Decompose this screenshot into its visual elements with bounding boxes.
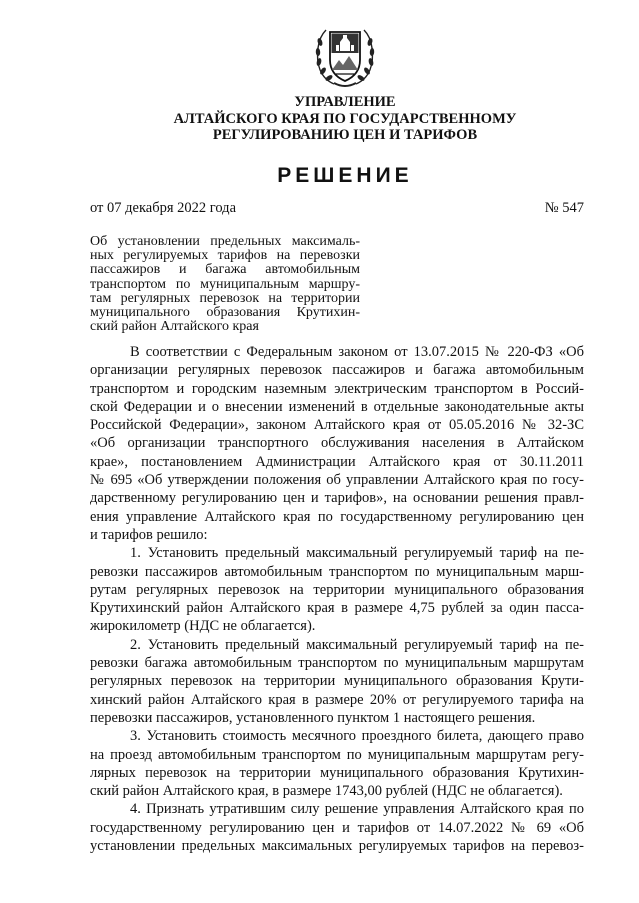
clause-1-line: жирокилометр (НДС не облагается).: [90, 618, 316, 635]
body-line: Российской Федерации», законом Алтайского края от 05.05.2016 № 32-ЗС: [90, 417, 584, 434]
clause-4-line: государственному регулированию цен и тарифов от 14.07.2022 № 69 «Об: [90, 819, 584, 836]
subject-line: ных регулируемых тарифов на перевозки: [90, 248, 360, 264]
clause-2-line: регулярных перевозок на территории муниципального образования Крути-: [90, 673, 584, 690]
date-number-row: [90, 200, 584, 217]
clause-2-line: ревозки багажа автомобильным транспортом по муниципальным маршрутам: [90, 655, 584, 672]
subject-line: там регулярных перевозок на территории: [90, 290, 360, 306]
clause-4-line: установлении предельных максимальных регулируемых тарифов на перевоз-: [90, 838, 584, 855]
body-line: крае», постановлением Администрации Алтайского края от 30.11.2011: [90, 453, 584, 470]
clause-1-line: ревозки пассажиров автомобильным транспортом по муниципальным марш-: [90, 563, 584, 580]
clause-3-line: ский район Алтайского края, в размере 1743,00 рублей (НДС не облагается).: [90, 783, 563, 800]
body-line: В соответствии с Федеральным законом от 13.07.2015 № 220-ФЗ «Об: [130, 344, 584, 360]
authority-line: АЛТАЙСКОГО КРАЯ ПО ГОСУДАРСТВЕННОМУ: [173, 110, 517, 127]
clause-1-line: Крутихинский район Алтайского края в размере 4,75 рублей за один пасса-: [90, 600, 584, 617]
body-line: ения управление Алтайского края по государственному регулированию цен: [90, 508, 584, 525]
subject-line: Об установлении предельных максималь-: [90, 234, 360, 249]
body-line: транспортом и городским наземным электрическим транспортом в Россий-: [90, 380, 584, 397]
body-line: и тарифов решило:: [90, 526, 208, 543]
subject-line: пассажиров и багажа автомобильным: [90, 262, 360, 278]
document-number: № 547: [544, 200, 584, 216]
body-line: дарственному регулированию цен и тарифов», на основании решения правл-: [90, 490, 584, 507]
body-line: ской Федерации и о внесении изменений в отдельные законодательные акты: [90, 398, 584, 415]
clause-3-line: на проезд автомобильным транспортом по муниципальным маршрутам регу-: [90, 746, 584, 763]
decision-body: [90, 343, 584, 855]
document-date: от 07 декабря 2022 года: [90, 200, 236, 216]
clause-2-line: хинский район Алтайского края в размере 20% от регулируемого тарифа на: [90, 691, 584, 708]
clause-3-line: лярных перевозок на территории муниципального образования Крутихин-: [90, 764, 584, 781]
clause-4-line: 4. Признать утратившим силу решение управления Алтайского края по: [130, 801, 584, 818]
body-line: «Об организации транспортного обслуживания населения в Алтайском: [90, 435, 584, 452]
authority-line: УПРАВЛЕНИЕ: [294, 94, 396, 110]
document-title: РЕШЕНИЕ: [277, 164, 413, 187]
clause-2-line: перевозки пассажиров, установленного пунктом 1 настоящего решения.: [90, 709, 536, 726]
body-line: № 695 «Об утверждении положения об управлении Алтайского края по госу-: [90, 472, 584, 489]
decision-subject: [90, 235, 360, 334]
body-line: организации регулярных перевозок пассажиров и багажа автомобильным: [90, 362, 584, 379]
clause-1-line: рутам регулярных перевозок на территории муниципального образования: [90, 581, 584, 598]
clause-1-line: 1. Установить предельный максимальный регулируемый тариф на пе-: [130, 545, 584, 562]
clause-2-line: 2. Установить предельный максимальный регулируемый тариф на пе-: [130, 636, 584, 653]
authority-line: РЕГУЛИРОВАНИЮ ЦЕН И ТАРИФОВ: [212, 127, 478, 143]
clause-3-line: 3. Установить стоимость месячного проездного билета, дающего право: [130, 728, 584, 745]
subject-line: ский район Алтайского края: [90, 319, 259, 335]
subject-line: муниципального образования Крутихин-: [90, 305, 360, 321]
coat-of-arms-emblem: [312, 20, 378, 90]
issuing-authority: [40, 94, 639, 144]
subject-line: транспортом по муниципальным маршру-: [90, 276, 360, 292]
